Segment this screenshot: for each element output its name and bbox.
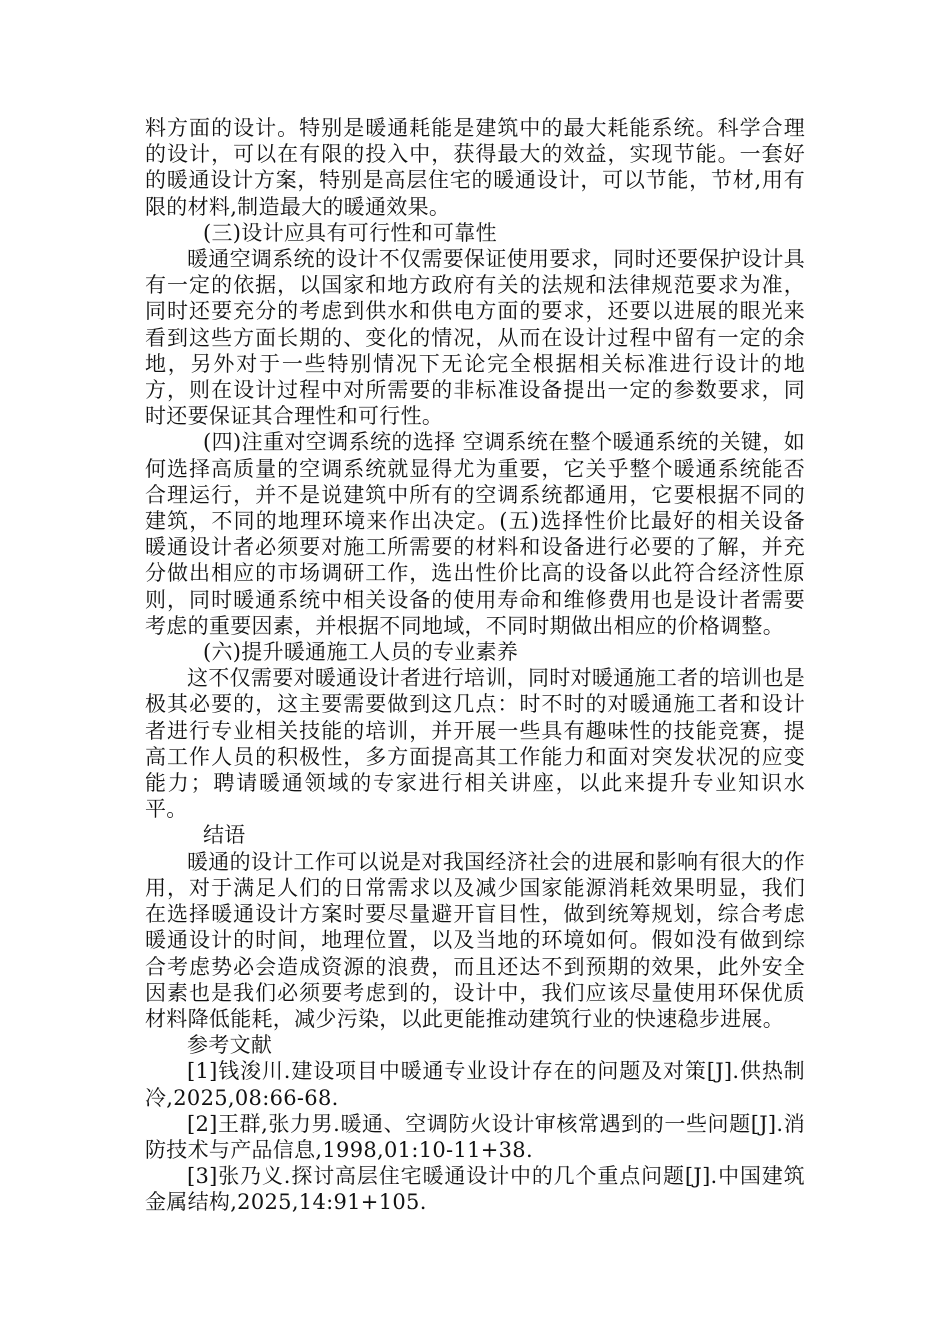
reference-item: [1]钱浚川.建设项目中暖通专业设计存在的问题及对策[J].供热制冷,2025,08:66-68. [145,1059,805,1110]
section-heading-3: (三)设计应具有可行性和可靠性 [203,220,497,245]
paragraph-feasibility: 暖通空调系统的设计不仅需要保证使用要求，同时还要保护设计具有一定的依据，以国家和地方政府有关的法规和法律规范要求为准，同时还要充分的考虑到供水和供电方面的要求，还要以进展的眼光来看到这些方面长期的、变化的情况，从而在设计过程中留有一定的余地，另外对于一些特别情况下无论完全根据相关标准进行设计的地方，则在设计过程中对所需要的非标准设备提出一定的参数要求，同时还要保证其合理性和可行性。 [145,247,805,429]
references-heading: 参考文献 [187,1033,273,1058]
conclusion-heading: 结语 [203,823,246,848]
paragraph-training: 这不仅需要对暖通设计者进行培训，同时对暖通施工者的培训也是极其必要的，这主要需要做到这几点：时不时的对暖通施工者和设计者进行专业相关技能的培训，并开展一些具有趣味性的技能竞赛，提高工作人员的积极性，多方面提高其工作能力和面对突发状况的应变能力；聘请暖通领域的专家进行相关讲座，以此来提升专业知识水平。 [145,666,805,822]
section-heading-6: (六)提升暖通施工人员的专业素养 [203,640,519,665]
reference-item: [3]张乃义.探讨高层住宅暖通设计中的几个重点问题[J].中国建筑金属结构,2025,14:91+105. [145,1164,805,1215]
paragraph-conclusion: 暖通的设计工作可以说是对我国经济社会的进展和影响有很大的作用，对于满足人们的日常需求以及减少国家能源消耗效果明显，我们在选择暖通设计方案时要尽量避开盲目性，做到统筹规划，综合考虑暖通设计的时间，地理位置，以及当地的环境如何。假如没有做到综合考虑势必会造成资源的浪费，而且还达不到预期的效果，此外安全因素也是我们必须要考虑到的，设计中，我们应该尽量使用环保优质材料降低能耗，减少污染，以此更能推动建筑行业的快速稳步进展。 [145,849,805,1031]
paragraph-section-4-5: (四)注重对空调系统的选择 空调系统在整个暖通系统的关键，如何选择高质量的空调系统就显得尤为重要，它关乎整个暖通系统能否合理运行，并不是说建筑中所有的空调系统都通用，它要根据不同的建筑，不同的地理环境来作出决定。(五)选择性价比最好的相关设备 暖通设计者必须要对施工所需要的材料和设备进行必要的了解，并充分做出相应的市场调研工作，选出性价比高的设备以此符合经济性原则，同时暖通系统中相关设备的使用寿命和维修费用也是设计者需要考虑的重要因素，并根据不同地域，不同时期做出相应的价格调整。 [145,430,805,638]
paragraph-energy-saving: 料方面的设计。特别是暖通耗能是建筑中的最大耗能系统。科学合理的设计，可以在有限的投入中，获得最大的效益，实现节能。一套好的暖通设计方案，特别是高层住宅的暖通设计，可以节能，节材,用有限的材料,制造最大的暖通效果。 [145,116,805,219]
reference-item: [2]王群,张力男.暖通、空调防火设计审核常遇到的一些问题[J].消防技术与产品信息,1998,01:10-11+38. [145,1111,805,1162]
document-body [145,115,805,1216]
